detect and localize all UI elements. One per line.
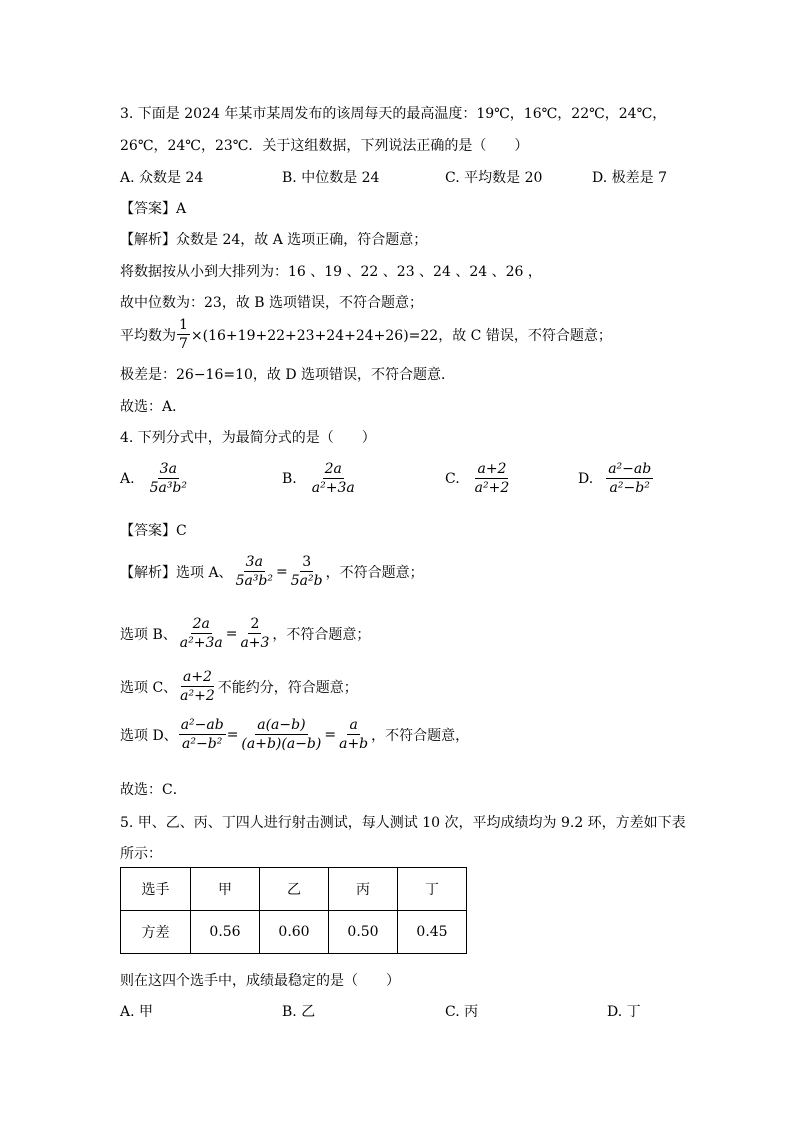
q4-option-b-fraction: $\frac{2a}{\text{a²+3a}}$ xyxy=(311,461,355,496)
q3-analysis-1: 【解析】众数是 24，故 A 选项正确，符合题意； xyxy=(120,232,428,248)
q4-option-c xyxy=(445,462,512,495)
q3-option-a: A. 众数是 24 xyxy=(120,170,204,186)
table-cell: 0.50 xyxy=(329,911,398,954)
q4-option-a-label: A. xyxy=(120,470,135,487)
q4-analysis-d-frac1: $\frac{\text{a²−ab}}{\text{a²−b²}}$ xyxy=(180,717,224,752)
q5-stem-line2: 所示： xyxy=(120,846,162,862)
q4-option-d xyxy=(578,462,654,495)
table-cell: 选手 xyxy=(121,868,191,911)
q4-option-c-label: C. xyxy=(445,470,460,487)
q3-analysis-2: 将数据按从小到大排列为：16 、19 、22 、23 、24 、24 、26 ， xyxy=(120,264,542,280)
q4-analysis-d-tail: ，不符合题意， xyxy=(371,727,470,744)
q4-analysis-b: 选项 B、 $\frac{2a}{\text{a²+3a}}$ = $\frac{2}{a+3}$ ，不符合题意； xyxy=(120,616,371,651)
q5-option-a: A. 甲 xyxy=(120,1004,154,1020)
q4-analysis-a: 【解析】选项 A、 $\frac{3a}{\text{5a³b²}}$ = $\frac{3}{\text{5a²b}}$ ，不符合题意； xyxy=(120,554,424,589)
table-cell: 丁 xyxy=(398,868,467,911)
table-cell: 丙 xyxy=(329,868,398,911)
q4-analysis-a-frac1: $\frac{3a}{\text{5a³b²}}$ xyxy=(235,554,274,589)
q4-option-d-label: D. xyxy=(578,470,594,487)
q4-analysis-a-tail: ，不符合题意； xyxy=(325,564,424,581)
q4-option-a xyxy=(120,462,190,495)
q4-analysis-c-prefix: 选项 C、 xyxy=(120,679,178,696)
q4-conclusion: 故选：C． xyxy=(120,782,187,798)
table-cell: 甲 xyxy=(191,868,260,911)
variance-table xyxy=(120,867,467,954)
q5-option-c: C. 丙 xyxy=(445,1004,479,1020)
q4-analysis-a-frac2: $\frac{3}{\text{5a²b}}$ xyxy=(290,554,323,589)
q5-option-b: B. 乙 xyxy=(282,1004,316,1020)
q4-analysis-a-prefix: 【解析】选项 A、 xyxy=(120,564,233,581)
q4-analysis-b-prefix: 选项 B、 xyxy=(120,626,177,643)
q3-option-d: D. 极差是 7 xyxy=(592,170,667,186)
table-row xyxy=(121,868,467,911)
table-row xyxy=(121,911,467,954)
q3-option-c: C. 平均数是 20 xyxy=(445,170,543,186)
q3-stem-line2: 26℃，24℃，23℃．关于这组数据，下列说法正确的是（ ） xyxy=(120,138,529,154)
q4-option-b xyxy=(282,462,358,495)
q4-option-d-fraction: $\frac{\text{a²−ab}}{\text{a²−b²}}$ xyxy=(608,461,652,496)
table-cell: 0.56 xyxy=(191,911,260,954)
q4-analysis-d-frac3: $\frac{a}{a+b}$ xyxy=(339,717,369,752)
q3-analysis-5: 极差是：26−16=10，故 D 选项错误，不符合题意． xyxy=(120,367,456,383)
q4-analysis-b-frac1: $\frac{2a}{\text{a²+3a}}$ xyxy=(179,616,223,651)
q3-answer: 【答案】A xyxy=(120,201,187,217)
q5-question: 则在这四个选手中，成绩最稳定的是（ ） xyxy=(120,973,400,989)
q4-analysis-d: 选项 D、 $\frac{\text{a²−ab}}{\text{a²−b²}}$ = $\frac{a(a-b)}{(a+b)(a-b)}$ = $\frac{a}{a+b}$ ，不符合题意， xyxy=(120,717,470,752)
q4-analysis-c-frac1: $\frac{a+2}{\text{a²+2}}$ xyxy=(180,669,215,704)
table-cell: 0.60 xyxy=(260,911,329,954)
q4-analysis-b-frac2: $\frac{2}{a+3}$ xyxy=(240,616,270,651)
q4-analysis-c-tail: 不能约分，符合题意； xyxy=(217,679,358,696)
q5-stem-line1: 5. 甲、乙、丙、丁四人进行射击测试，每人测试 10 次，平均成绩均为 9.2 环，方差如下表 xyxy=(120,815,686,831)
q4-analysis-b-tail: ，不符合题意； xyxy=(272,626,371,643)
q4-option-b-label: B. xyxy=(282,470,297,487)
table-cell: 方差 xyxy=(121,911,191,954)
q3-mean-label: 平均数为 xyxy=(120,327,176,344)
q3-conclusion: 故选：A． xyxy=(120,399,187,415)
q3-analysis-4 xyxy=(120,318,612,351)
q3-one-seventh-fraction: $\frac{1}{7}$ xyxy=(179,317,188,352)
table-cell: 乙 xyxy=(260,868,329,911)
q4-option-c-fraction: $\frac{a+2}{\text{a²+2}}$ xyxy=(474,461,510,496)
q4-answer: 【答案】C xyxy=(120,523,187,539)
q4-option-a-fraction: $\frac{3a}{\text{5a³b²}}$ xyxy=(149,461,188,496)
table-cell: 0.45 xyxy=(398,911,467,954)
q5-option-d: D. 丁 xyxy=(607,1004,641,1020)
q3-mean-expression: ×(16+19+22+23+24+24+26)=22，故 C 错误，不符合题意； xyxy=(190,327,612,344)
q3-stem-line1: 3. 下面是 2024 年某市某周发布的该周每天的最高温度：19℃，16℃，22℃，24℃， xyxy=(120,106,667,122)
q4-analysis-d-prefix: 选项 D、 xyxy=(120,727,178,744)
q4-analysis-d-frac2: $\frac{a(a-b)}{(a+b)(a-b)}$ xyxy=(241,717,322,752)
q3-analysis-3: 故中位数为：23，故 B 选项错误，不符合题意； xyxy=(120,295,424,311)
q4-analysis-c xyxy=(120,670,358,703)
q4-stem: 4. 下列分式中，为最简分式的是（ ） xyxy=(120,430,376,446)
q3-option-b: B. 中位数是 24 xyxy=(282,170,380,186)
